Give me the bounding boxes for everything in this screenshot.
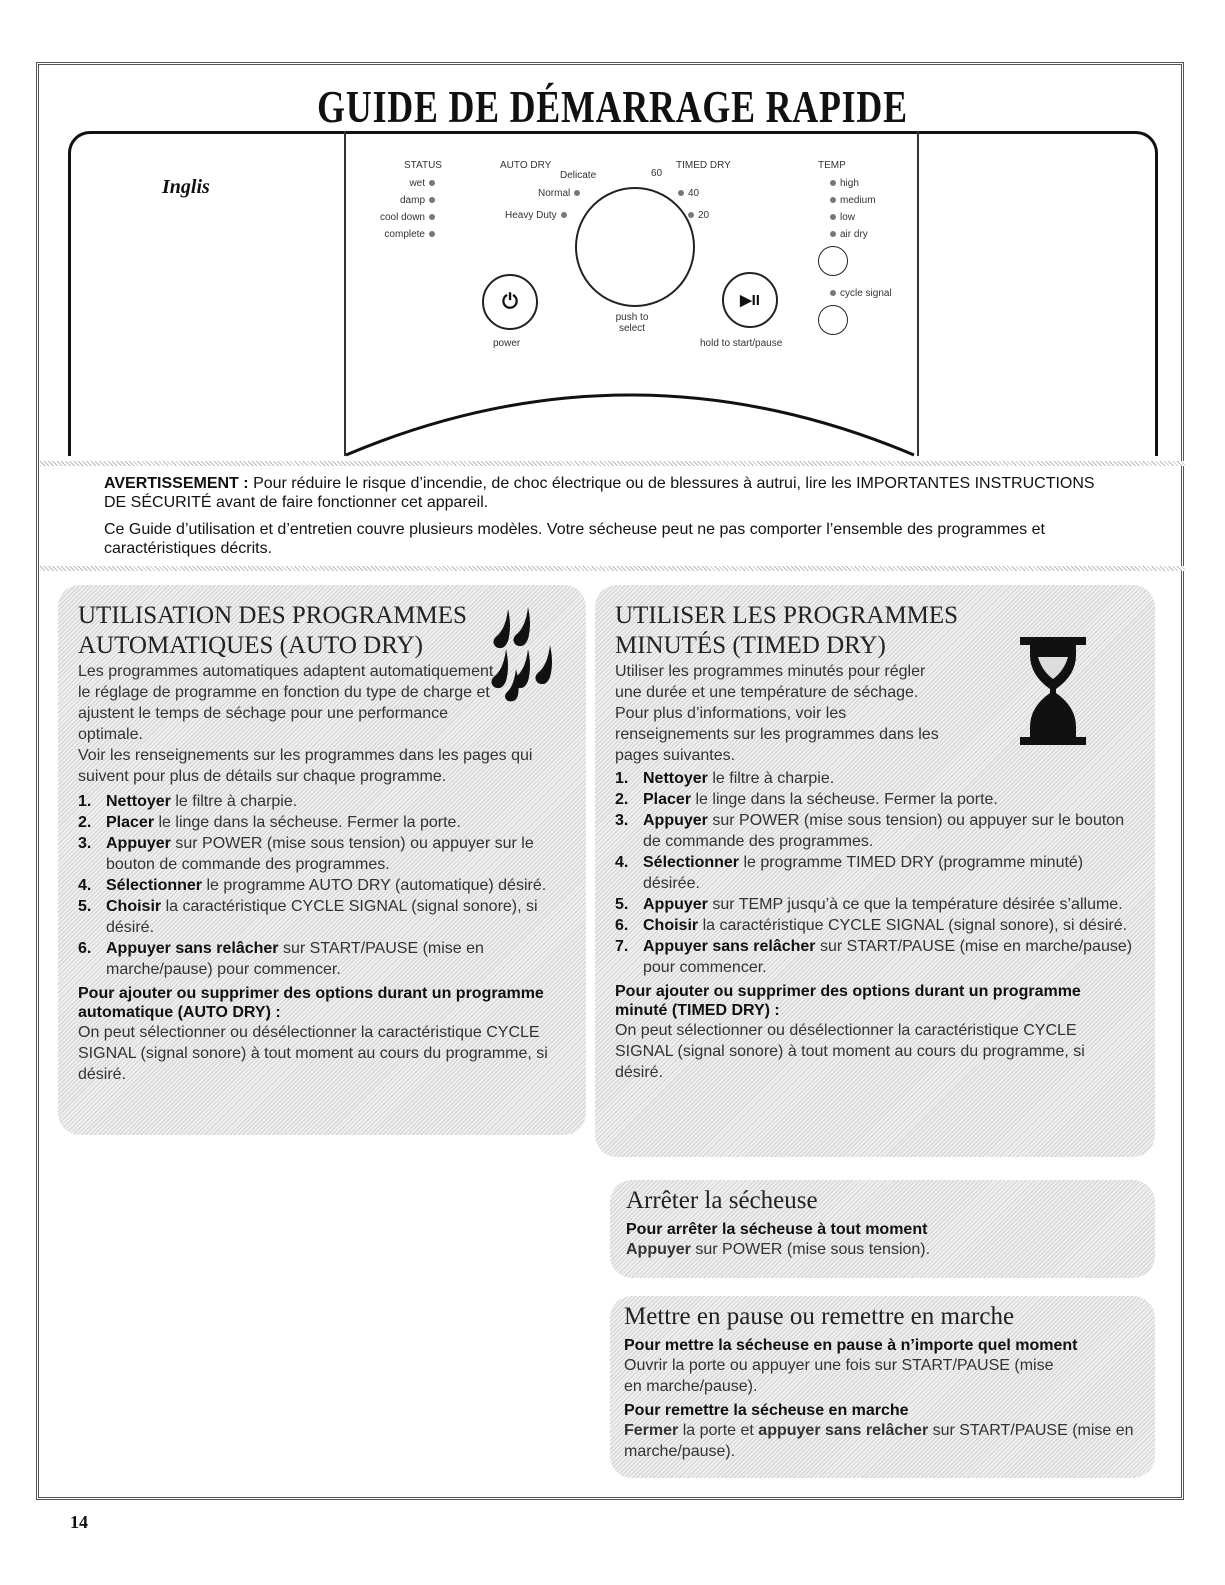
timed-dry-step: 6. Choisir la caractéristique CYCLE SIGNAL (signal sonore), si désiré. [615, 917, 1128, 934]
temp-low: low [830, 212, 855, 223]
auto-dry-options-title: Pour ajouter ou supprimer des options durant un programme automatique (AUTO DRY) : [78, 985, 544, 1021]
auto-dry-header: AUTO DRY [500, 160, 552, 171]
temp-medium: medium [830, 195, 876, 206]
timed-dry-step: 1. Nettoyer le filtre à charpie. [615, 770, 835, 787]
auto-dry-step: 6. Appuyer sans relâcher sur START/PAUSE (mise en marche/pause) pour commencer. [78, 940, 484, 978]
pause-subtitle: Pour mettre la sécheuse en pause à n’importe quel moment [624, 1337, 1078, 1354]
timed-dry-options-title: Pour ajouter ou supprimer des options durant un programme minuté (TIMED DRY) : [615, 983, 1081, 1019]
auto-dry-delicate: Delicate [560, 170, 597, 181]
warning-text [104, 474, 1104, 512]
auto-dry-step: 5. Choisir la caractéristique CYCLE SIGNAL (signal sonore), si désiré. [78, 898, 538, 936]
auto-dry-intro2: Voir les renseignements sur les programmes dans les pages qui suivent pour plus de détails sur chaque programme. [78, 747, 533, 785]
pause-resume-section [610, 1296, 1155, 1478]
cycle-signal-button[interactable] [818, 305, 848, 335]
stop-dryer-text: Appuyer sur POWER (mise sous tension). [626, 1241, 931, 1258]
auto-dry-step: 3. Appuyer sur POWER (mise sous tension) ou appuyer sur le bouton de commande des programmes. [78, 835, 534, 873]
warning-body: Pour réduire le risque d’incendie, de choc électrique ou de blessures à autrui, lire les IMPORTANTES INSTRUCTIONS DE SÉCURITÉ avant de faire fonctionner cet appareil. [104, 475, 1095, 511]
status-complete: complete [384, 229, 435, 240]
start-pause-label: hold to start/pause [700, 338, 783, 349]
hourglass-icon [1020, 637, 1086, 745]
timed-dry-header: TIMED DRY [676, 160, 731, 171]
stop-dryer-section [610, 1180, 1155, 1278]
knob-label: push to select [615, 312, 649, 334]
timed-dry-steps [615, 768, 1135, 978]
auto-dry-step: 2. Placer le linge dans la sécheuse. Fermer la porte. [78, 814, 461, 831]
timed-dry-step: 3. Appuyer sur POWER (mise sous tension) ou appuyer sur le bouton de commande des programmes. [615, 812, 1125, 850]
timed-dry-section [595, 585, 1155, 1157]
pause-resume-title: Mettre en pause ou remettre en marche [624, 1303, 1015, 1330]
temp-button[interactable] [818, 246, 848, 276]
status-header: STATUS [404, 160, 442, 171]
status-damp: damp [400, 195, 435, 206]
power-label: power [493, 338, 521, 349]
cycle-selector-knob[interactable] [575, 187, 695, 307]
timed-dry-step: 2. Placer le linge dans la sécheuse. Fermer la porte. [615, 791, 998, 808]
temp-header: TEMP [818, 160, 846, 171]
resume-subtitle: Pour remettre la sécheuse en marche [624, 1402, 909, 1419]
auto-dry-section [58, 585, 586, 1135]
auto-dry-step: 4. Sélectionner le programme AUTO DRY (automatique) désiré. [78, 877, 547, 894]
auto-dry-normal[interactable]: Normal [538, 188, 580, 199]
timed-dry-step: 5. Appuyer sur TEMP jusqu’à ce que la température désirée s’allume. [615, 896, 1123, 913]
cycle-signal-label: cycle signal [830, 288, 892, 299]
divider-top [40, 461, 1185, 466]
timed-dry-title-line1: UTILISER LES PROGRAMMES [615, 602, 959, 629]
timed-dry-step: 7. Appuyer sans relâcher sur START/PAUSE (mise en marche/pause) pour commencer. [615, 938, 1133, 976]
divider-bottom [40, 566, 1185, 571]
models-note: Ce Guide d’utilisation et d’entretien couvre plusieurs modèles. Votre sécheuse peut ne pas comporter l’ensemble des programmes et caractéristiques décrits. [104, 521, 1045, 557]
timed-dry-20[interactable]: 20 [688, 210, 709, 221]
page-title: GUIDE DE DÉMARRAGE RAPIDE [317, 81, 908, 132]
water-drops-icon [478, 605, 568, 705]
stop-dryer-subtitle: Pour arrêter la sécheuse à tout moment [626, 1221, 928, 1238]
stop-dryer-title: Arrêter la sécheuse [626, 1187, 818, 1214]
status-cool-down: cool down [380, 212, 435, 223]
panel-curve [340, 360, 920, 460]
auto-dry-title-line1: UTILISATION DES PROGRAMMES [78, 602, 467, 629]
auto-dry-step: 1. Nettoyer le filtre à charpie. [78, 793, 298, 810]
power-button[interactable] [482, 274, 538, 330]
temp-high: high [830, 178, 859, 189]
start-pause-button[interactable] [722, 272, 778, 328]
page-number: 14 [70, 1512, 88, 1532]
play-pause-icon: ▶II [740, 292, 760, 309]
brand-logo: Inglis [162, 176, 210, 198]
temp-air-dry: air dry [830, 229, 868, 240]
timed-dry-step: 4. Sélectionner le programme TIMED DRY (programme minuté) désirée. [615, 854, 1084, 892]
auto-dry-options-text: On peut sélectionner ou désélectionner la caractéristique CYCLE SIGNAL (signal sonore) à tout moment au cours du programme, si désiré. [78, 1024, 548, 1083]
timed-dry-40[interactable]: 40 [678, 188, 699, 199]
power-icon: ⏻ [502, 290, 518, 313]
auto-dry-heavy-duty[interactable]: Heavy Duty [505, 210, 567, 221]
timed-dry-options-text: On peut sélectionner ou désélectionner la caractéristique CYCLE SIGNAL (signal sonore) à tout moment au cours du programme, si désiré. [615, 1022, 1085, 1081]
resume-text: Fermer la porte et appuyer sans relâcher sur START/PAUSE (mise en marche/pause). [624, 1422, 1134, 1460]
timed-dry-intro: Utiliser les programmes minutés pour régler une durée et une température de séchage. Pour plus d’informations, voir les renseignements sur les programmes dans les pages suivantes. [615, 663, 939, 764]
status-wet: wet [409, 178, 435, 189]
timed-dry-title-line2: MINUTÉS (TIMED DRY) [615, 632, 886, 659]
auto-dry-steps [78, 791, 566, 980]
timed-dry-60[interactable]: 60 [651, 168, 663, 179]
warning-label: AVERTISSEMENT : [104, 475, 249, 492]
pause-text: Ouvrir la porte ou appuyer une fois sur START/PAUSE (mise en marche/pause). [624, 1357, 1054, 1395]
auto-dry-title-line2: AUTOMATIQUES (AUTO DRY) [78, 632, 423, 659]
panel-right-section [917, 131, 1158, 456]
auto-dry-intro: Les programmes automatiques adaptent automatiquement le réglage de programme en fonction du type de charge et ajustent le temps de séchage pour une performance optimale. [78, 663, 494, 743]
